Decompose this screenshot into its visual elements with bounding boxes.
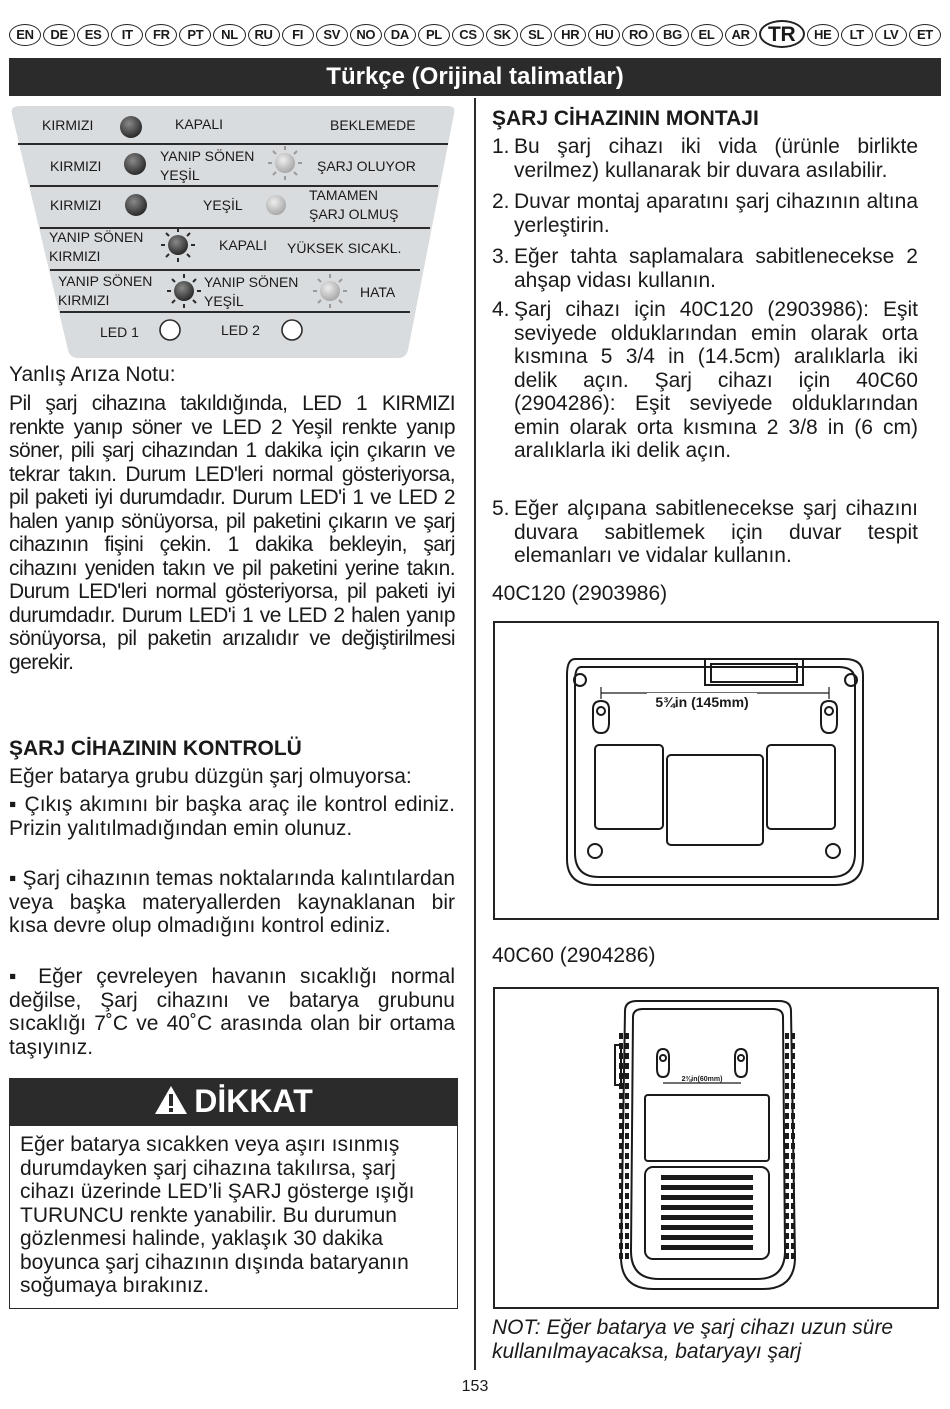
step-number: 3. <box>492 245 510 268</box>
charger-40c120-bottom-diagram <box>495 623 937 918</box>
warning-triangle-icon <box>154 1085 188 1115</box>
charger-40c60-bottom-diagram <box>495 989 937 1307</box>
fault-note-body: Pil şarj cihazına takıldığında, LED 1 KIRMIZI renkte yanıp söner ve LED 2 Yeşil renkte yanıp söner, pili şarj cihazından 1 dakika için çıkarın ve tekrar takın. Durum LED'leri normal gösteriyorsa, pil paketi iyi durumdadır. Durum LED'i 1 ve LED 2 halen yanıp sönüyorsa, pil paketini çıkarın ve şarj cihazının fişini çekin. 1 dakika bekleyin, şarj cihazını yeniden takın ve pil paketini yerine takın. Durum LED'leri normal gösteriyorsa, pil paketi iyi durumdadır. Durum LED'i 1 ve LED 2 halen yanıp sönüyorsa, pil paketin arızalıdır ve değiştirilmesi gerekir. <box>9 392 455 674</box>
language-option-sk[interactable]: SK <box>486 24 518 46</box>
row2-led2-label-top: YANIP SÖNEN <box>160 148 255 164</box>
warning-body: Eğer batarya sıcakken veya aşırı ısınmış durumdayken şarj cihazına takılırsa, şarj cihazı üzerinde LED’li ŞARJ gösterge ışığı TURUNCU renkte yanabilir. Bu durumun gözlenmesi halinde, yaklaşık 30 dakika boyunca şarj cihazının dışında bataryanın soğumaya bırakınız. <box>20 1133 415 1297</box>
row3-status-label-top: TAMAMEN <box>309 187 378 203</box>
language-option-bg[interactable]: BG <box>656 24 688 46</box>
row3-led2-label: YEŞİL <box>203 197 243 213</box>
language-bar <box>8 20 942 48</box>
led2-outline-icon <box>282 320 302 340</box>
language-option-hu[interactable]: HU <box>588 24 620 46</box>
warning-header <box>9 1078 458 1125</box>
led2-green-indicator <box>266 195 286 215</box>
page-title: Türkçe (Orijinal talimatlar) <box>9 58 941 96</box>
row5-led1-label-bottom: KIRMIZI <box>58 292 110 308</box>
language-option-ro[interactable]: RO <box>622 24 654 46</box>
footer-led2-label: LED 2 <box>221 322 260 338</box>
language-option-it[interactable]: IT <box>111 24 143 46</box>
control-intro: Eğer batarya grubu düzgün şarj olmuyorsa: <box>9 765 412 788</box>
column-divider <box>474 98 476 1370</box>
row1-led2-label: KAPALI <box>175 116 223 132</box>
figure1-caption: 40C120 (2903986) <box>492 582 668 605</box>
mounting-step-5 <box>492 497 918 568</box>
fault-note-title: Yanlış Arıza Notu: <box>9 363 176 386</box>
footer-note: NOT: Eğer batarya ve şarj cihazı uzun süre kullanılmayacaksa, bataryayı şarj <box>492 1316 894 1363</box>
row4-status-label: YÜKSEK SICAKL. <box>287 240 402 256</box>
row5-led2-label-bottom: YEŞİL <box>204 293 244 309</box>
mounting-heading: ŞARJ CİHAZININ MONTAJI <box>492 107 759 130</box>
language-option-pl[interactable]: PL <box>418 24 450 46</box>
control-heading: ŞARJ CİHAZININ KONTROLÜ <box>9 737 302 760</box>
language-option-lv[interactable]: LV <box>875 24 907 46</box>
language-option-he[interactable]: HE <box>807 24 839 46</box>
language-option-nl[interactable]: NL <box>213 24 245 46</box>
language-option-pt[interactable]: PT <box>179 24 211 46</box>
led1-outline-icon <box>160 320 180 340</box>
row5-led1-label-top: YANIP SÖNEN <box>58 273 153 289</box>
step-number: 1. <box>492 135 510 158</box>
language-option-fi[interactable]: FI <box>282 24 314 46</box>
row3-led1-label: KIRMIZI <box>50 197 102 213</box>
led1-red-indicator <box>125 194 147 216</box>
warning-box <box>9 1125 458 1309</box>
language-option-el[interactable]: EL <box>691 24 723 46</box>
row4-led1-label-top: YANIP SÖNEN <box>49 229 144 245</box>
page-number: 153 <box>461 1378 489 1395</box>
language-option-es[interactable]: ES <box>77 24 109 46</box>
row2-led1-label: KIRMIZI <box>50 158 102 174</box>
figure1-box <box>493 621 939 920</box>
figure2-box <box>493 987 939 1309</box>
language-option-en[interactable]: EN <box>9 24 41 46</box>
figure1-dimension-label: 5¾in (145mm) <box>655 694 749 710</box>
step-text: Duvar montaj aparatını şarj cihazının altına yerleştirin. <box>514 190 918 237</box>
language-option-sl[interactable]: SL <box>520 24 552 46</box>
led-status-table <box>10 106 456 358</box>
language-option-cs[interactable]: CS <box>452 24 484 46</box>
row4-led2-label: KAPALI <box>219 237 267 253</box>
mounting-step-4 <box>492 298 918 463</box>
language-option-de[interactable]: DE <box>43 24 75 46</box>
figure2-caption: 40C60 (2904286) <box>492 944 656 967</box>
row1-led1-label: KIRMIZI <box>42 117 94 133</box>
row3-status-label-bottom: ŞARJ OLMUŞ <box>309 206 399 222</box>
language-option-no[interactable]: NO <box>350 24 382 46</box>
control-bullet-2: ▪ Şarj cihazının temas noktalarında kalıntılardan veya başka materyallerden kaynaklanan bir kısa devre olup olmadığını kontrol ediniz. <box>9 867 455 937</box>
language-option-lt[interactable]: LT <box>841 24 873 46</box>
footer-led1-label: LED 1 <box>100 324 139 340</box>
led1-red-indicator <box>120 116 142 138</box>
language-option-ru[interactable]: RU <box>248 24 280 46</box>
row1-status-label: BEKLEMEDE <box>330 117 416 133</box>
language-option-tr[interactable]: TR <box>759 20 805 48</box>
step-text: Bu şarj cihazı iki vida (ürünle birlikte verilmez) kullanarak bir duvara asılabilir. <box>514 135 918 182</box>
mounting-step-1 <box>492 135 918 182</box>
row4-led1-label-bottom: KIRMIZI <box>49 248 101 264</box>
row5-led2-label-top: YANIP SÖNEN <box>204 274 299 290</box>
row2-led2-label-bottom: YEŞİL <box>160 167 200 183</box>
warning-heading: DİKKAT <box>194 1083 313 1119</box>
step-number: 4. <box>492 298 510 321</box>
control-bullet-1: ▪ Çıkış akımını bir başka araç ile kontrol ediniz. Prizin yalıtılmadığından emin olunuz. <box>9 793 455 840</box>
step-number: 2. <box>492 190 510 213</box>
row5-status-label: HATA <box>360 284 396 300</box>
language-option-fr[interactable]: FR <box>145 24 177 46</box>
step-number: 5. <box>492 497 510 520</box>
language-option-et[interactable]: ET <box>909 24 941 46</box>
step-text: Eğer tahta saplamalara sabitlenecekse 2 ahşap vidası kullanın. <box>514 245 918 292</box>
language-option-ar[interactable]: AR <box>725 24 757 46</box>
led1-red-indicator <box>124 153 146 175</box>
control-bullet-3: ▪ Eğer çevreleyen havanın sıcaklığı normal değilse, Şarj cihazını ve batarya grubunu sıcaklığı 7˚C ve 40˚C arasında olan bir ortama taşıyınız. <box>9 965 455 1059</box>
step-text: Şarj cihazı için 40C120 (2903986): Eşit seviyede olduklarından emin olarak orta kısmına 5 3/4 in (14.5cm) aralıklarla iki delik açın. Şarj cihazı için 40C60 (2904286): Eşit seviyede olduklarından emin olarak orta kısmına 2 3/8 in (6 cm) aralıklarla iki delik açın. <box>514 298 918 462</box>
mounting-step-3 <box>492 245 918 292</box>
language-option-hr[interactable]: HR <box>554 24 586 46</box>
mounting-step-2 <box>492 190 918 237</box>
language-option-sv[interactable]: SV <box>316 24 348 46</box>
language-option-da[interactable]: DA <box>384 24 416 46</box>
row2-status-label: ŞARJ OLUYOR <box>317 158 416 174</box>
figure2-dimension-label: 2⅜in(60mm) <box>681 1076 723 1083</box>
step-text: Eğer alçıpana sabitlenecekse şarj cihazını duvara sabitlemek için duvar tespit elemanları ve vidalar kullanın. <box>514 497 918 567</box>
